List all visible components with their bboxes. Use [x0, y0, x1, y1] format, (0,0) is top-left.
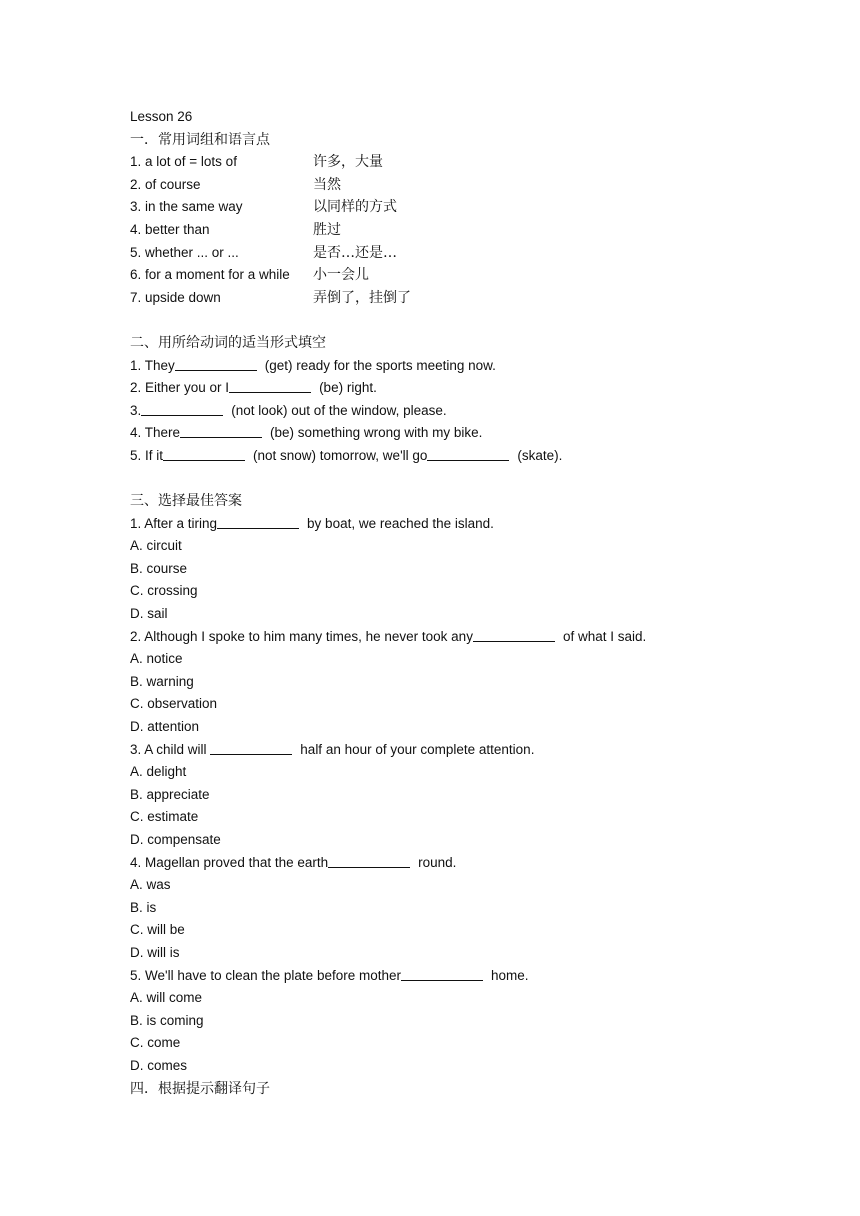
- mc-question: [130, 513, 810, 536]
- fill-question: [130, 445, 810, 468]
- option-b[interactable]: B. is coming: [130, 1012, 204, 1028]
- vocab-chinese: 当然: [313, 176, 341, 193]
- question-text: 1. After a tiring: [130, 515, 218, 531]
- option-a[interactable]: A. was: [130, 877, 171, 893]
- vocab-chinese: 小一会儿: [313, 267, 369, 284]
- question-text: (get) ready for the sports meeting now.: [264, 357, 496, 373]
- option-b[interactable]: B. course: [130, 560, 188, 576]
- mc-question: [130, 852, 810, 875]
- option-d[interactable]: D. comes: [130, 1057, 188, 1073]
- answer-blank[interactable]: [210, 741, 292, 755]
- vocab-row: [130, 151, 810, 174]
- answer-blank[interactable]: [401, 967, 483, 981]
- vocab-row: [130, 174, 810, 197]
- option-a[interactable]: A. circuit: [130, 538, 182, 554]
- spacer: [130, 309, 810, 332]
- mc-question: [130, 626, 810, 649]
- vocab-row: [130, 242, 810, 265]
- vocab-chinese: 是否…还是…: [313, 244, 397, 261]
- fill-question: [130, 422, 810, 445]
- vocab-chinese: 以同样的方式: [313, 199, 397, 216]
- option-b[interactable]: B. warning: [130, 673, 194, 689]
- vocab-row: [130, 264, 810, 287]
- question-text: home.: [491, 967, 529, 983]
- question-text: 5. If it: [130, 447, 164, 463]
- option-d[interactable]: D. attention: [130, 719, 200, 735]
- vocab-chinese: 胜过: [313, 221, 341, 238]
- vocab-english: 3. in the same way: [130, 199, 243, 215]
- question-text: half an hour of your complete attention.: [300, 741, 535, 757]
- option-d[interactable]: D. will is: [130, 944, 180, 960]
- vocab-row: [130, 287, 810, 310]
- vocab-english: 5. whether ... or ...: [130, 244, 239, 260]
- fill-question: [130, 400, 810, 423]
- answer-blank[interactable]: [427, 447, 509, 461]
- vocab-chinese: 弄倒了，挂倒了: [313, 289, 411, 306]
- question-text: (not look) out of the window, please.: [231, 402, 447, 418]
- option-c[interactable]: C. will be: [130, 922, 185, 938]
- answer-blank[interactable]: [163, 447, 245, 461]
- answer-blank[interactable]: [473, 628, 555, 642]
- option-b[interactable]: B. appreciate: [130, 786, 210, 802]
- option-b[interactable]: B. is: [130, 899, 157, 915]
- question-text: 2. Although I spoke to him many times, he never took any: [130, 628, 473, 644]
- mc-question: [130, 965, 810, 988]
- option-d[interactable]: D. sail: [130, 606, 168, 622]
- vocab-english: 6. for a moment for a while: [130, 267, 290, 283]
- vocab-row: [130, 196, 810, 219]
- question-text: 5. We'll have to clean the plate before mother: [130, 967, 401, 983]
- spacer: [130, 468, 810, 491]
- question-text: 1. They: [130, 357, 175, 373]
- vocab-english: 7. upside down: [130, 289, 221, 305]
- option-a[interactable]: A. will come: [130, 990, 203, 1006]
- question-text: 3. A child will: [130, 741, 211, 757]
- vocab-english: 4. better than: [130, 221, 210, 237]
- fill-question: [130, 377, 810, 400]
- option-a[interactable]: A. notice: [130, 651, 183, 667]
- option-c[interactable]: C. crossing: [130, 583, 198, 599]
- question-text: (be) right.: [319, 380, 377, 396]
- option-a[interactable]: A. delight: [130, 764, 187, 780]
- section1-heading: 一．常用词组和语言点: [130, 131, 270, 148]
- lesson-title: Lesson 26: [130, 109, 193, 124]
- answer-blank[interactable]: [180, 424, 262, 438]
- option-d[interactable]: D. compensate: [130, 832, 221, 847]
- vocab-english: 2. of course: [130, 176, 201, 192]
- question-text: of what I said.: [562, 628, 647, 644]
- question-text: (skate).: [517, 447, 563, 463]
- vocab-chinese: 许多，大量: [313, 154, 383, 171]
- section4-heading: 四．根据提示翻译句子: [130, 1080, 270, 1097]
- answer-blank[interactable]: [328, 854, 410, 868]
- question-text: 4. There: [130, 425, 181, 441]
- question-text: by boat, we reached the island.: [307, 515, 494, 531]
- mc-question: [130, 739, 810, 762]
- section3-heading: 三、选择最佳答案: [130, 493, 242, 510]
- section2-heading: 二、用所给动词的适当形式填空: [130, 334, 326, 351]
- answer-blank[interactable]: [217, 515, 299, 529]
- answer-blank[interactable]: [175, 357, 257, 371]
- question-text: 4. Magellan proved that the earth: [130, 854, 329, 870]
- question-text: (not snow) tomorrow, we'll go: [253, 447, 428, 463]
- question-text: 3.: [130, 402, 142, 418]
- question-text: (be) something wrong with my bike.: [270, 425, 483, 441]
- document-page: [130, 106, 810, 1100]
- question-text: round.: [418, 854, 457, 870]
- option-c[interactable]: C. estimate: [130, 809, 199, 825]
- option-c[interactable]: C. observation: [130, 696, 218, 712]
- option-c[interactable]: C. come: [130, 1035, 181, 1051]
- fill-question: [130, 355, 810, 378]
- vocab-row: [130, 219, 810, 242]
- answer-blank[interactable]: [229, 379, 311, 393]
- question-text: 2. Either you or I: [130, 380, 230, 396]
- vocab-english: 1. a lot of = lots of: [130, 154, 237, 170]
- answer-blank[interactable]: [141, 402, 223, 416]
